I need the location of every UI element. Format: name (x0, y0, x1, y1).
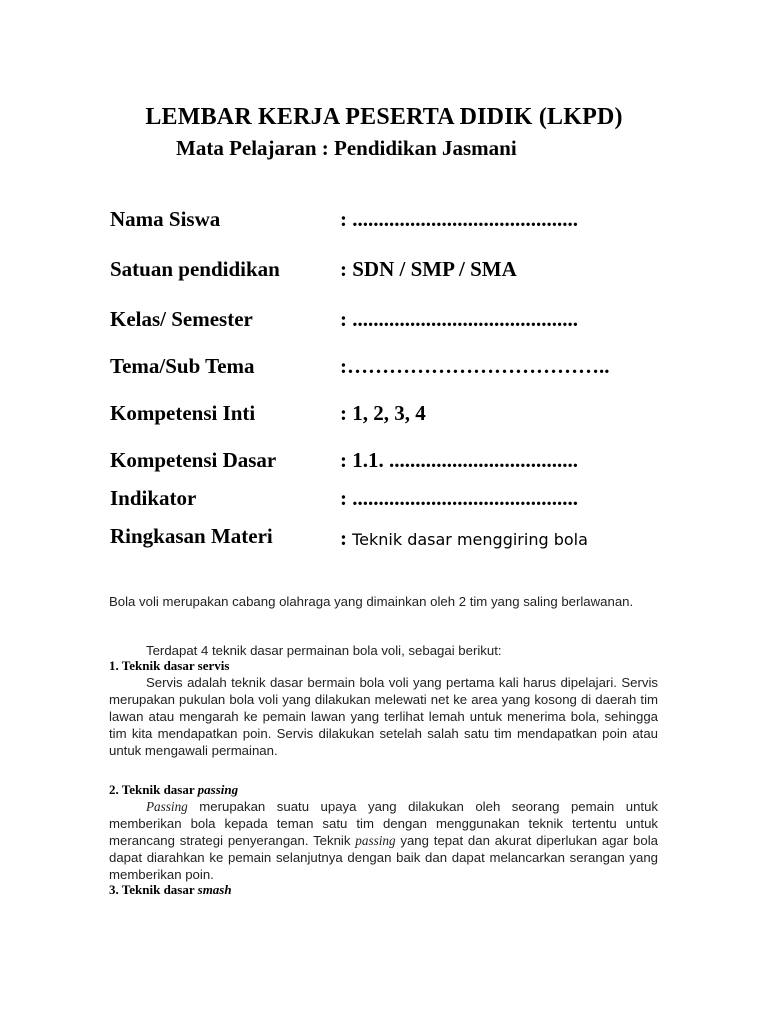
field-value-ringkasan-materi (340, 526, 588, 551)
italic-term: passing (355, 833, 396, 848)
section-heading-smash (109, 882, 232, 898)
field-label-nama-siswa: Nama Siswa (110, 207, 221, 231)
field-value-tema: :……………………………….. (340, 354, 610, 378)
section-heading-passing (109, 782, 238, 798)
page-subtitle: Mata Pelajaran : Pendidikan Jasmani (176, 136, 517, 160)
ringkasan-materi-text: Teknik dasar menggiring bola (352, 530, 588, 549)
italic-term: Passing (146, 799, 188, 814)
heading-italic: smash (197, 882, 232, 897)
intro-paragraph: Bola voli merupakan cabang olahraga yang dimainkan oleh 2 tim yang saling berlawanan. (109, 594, 634, 609)
field-label-kelas-semester: Kelas/ Semester (110, 307, 253, 331)
field-label-kompetensi-inti: Kompetensi Inti (110, 401, 256, 425)
field-value-indikator: : ........................................... (340, 486, 578, 510)
field-value-nama-siswa: : ........................................... (340, 207, 578, 231)
field-label-indikator: Indikator (110, 486, 197, 510)
body-text: yang tepat dan akurat diperlukan agar bola dapat diarahkan ke pemain selanjutnya dengan baik dan dapat melancarkan serangan yang memberikan poin. (109, 833, 658, 882)
body-text: merupakan suatu upaya yang dilakukan oleh seorang pemain untuk memberikan bola kepada teman satu tim dengan menggunakan teknik tertentu untuk merancang strategi penyerangan. Teknik (109, 799, 658, 848)
section-heading-servis: 1. Teknik dasar servis (109, 658, 230, 673)
page-title: LEMBAR KERJA PESERTA DIDIK (LKPD) (145, 104, 623, 130)
field-value-satuan-pendidikan: : SDN / SMP / SMA (340, 257, 517, 281)
heading-prefix: 2. Teknik dasar (109, 782, 198, 797)
lead-paragraph: Terdapat 4 teknik dasar permainan bola voli, sebagai berikut: (146, 643, 502, 658)
field-label-kompetensi-dasar: Kompetensi Dasar (110, 448, 277, 472)
field-label-ringkasan-materi: Ringkasan Materi (110, 524, 273, 548)
heading-prefix: 3. Teknik dasar (109, 882, 198, 897)
field-label-tema: Tema/Sub Tema (110, 354, 255, 378)
field-value-kompetensi-dasar: : 1.1. .................................... (340, 448, 578, 472)
section-body-servis: Servis adalah teknik dasar bermain bola voli yang pertama kali harus dipelajari. Servis merupakan pukulan bola voli yang dilakukan melewati net ke area yang kosong di daerah tim lawan atau mengarah ke pemain lawan yang terlihat lemah untuk menerima bola, sehingga tim kita mendapatkan poin. Servis dilakukan setelah salah satu tim mendapatkan poin atau untuk mengawali permainan. (109, 675, 658, 758)
field-label-satuan-pendidikan: Satuan pendidikan (110, 257, 280, 281)
field-value-kelas-semester: : ........................................... (340, 307, 578, 331)
heading-italic: passing (197, 782, 239, 797)
field-value-kompetensi-inti: : 1, 2, 3, 4 (340, 401, 426, 425)
section-body-passing (109, 798, 658, 883)
field-colon: : (340, 526, 347, 550)
